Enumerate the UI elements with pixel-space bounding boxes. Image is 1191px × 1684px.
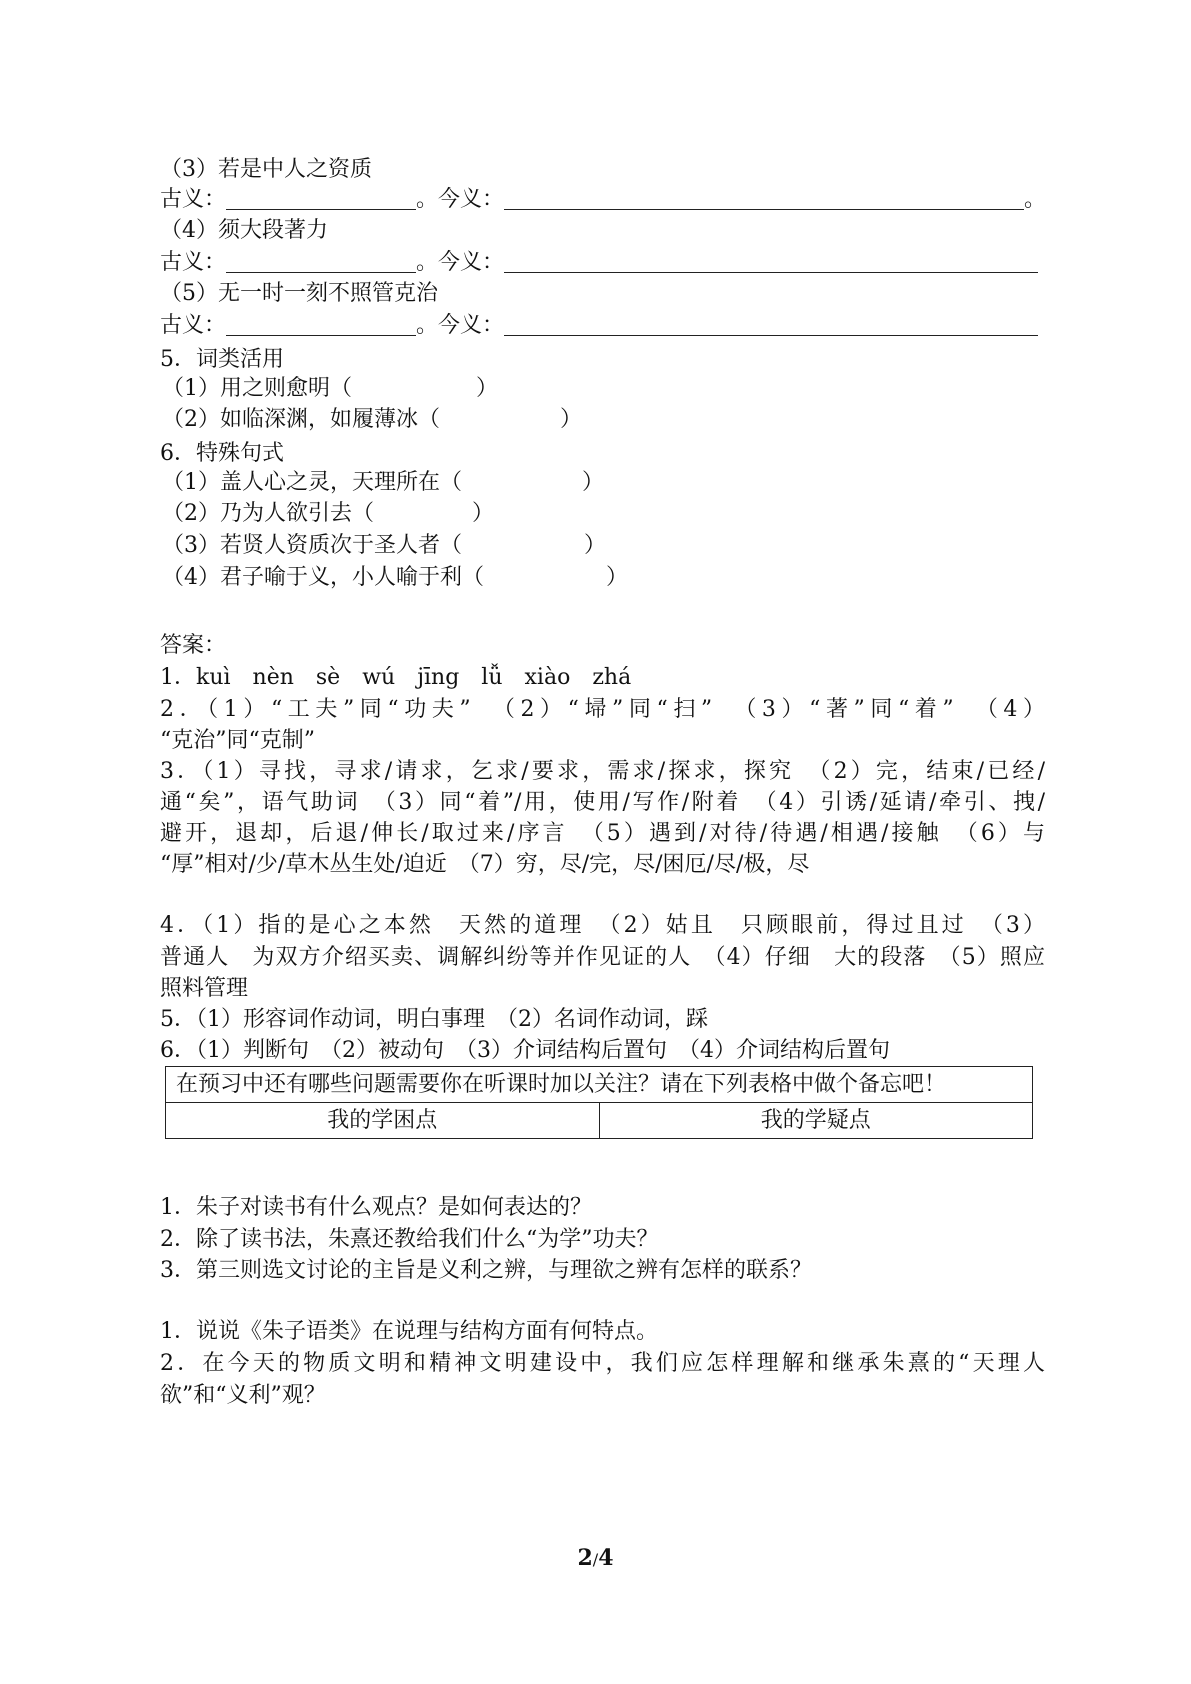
meaning-row-3: [160, 186, 1046, 214]
section-5-title: 5．词类活用: [160, 347, 284, 372]
answer-2-line-1: 2．（1）“工夫”同“功夫” （2）“埽”同“扫” （3）“著”同“着” （4）: [160, 697, 1045, 722]
gu-label: 古义：: [160, 313, 227, 338]
item-5-2: （2）如临深渊，如履薄冰（ ）: [162, 407, 583, 432]
memo-table: [165, 1066, 1033, 1139]
answer-3-line-1: 3．（1）寻找，寻求/请求，乞求/要求，需求/探求，探究 （2）完，结束/已经/: [160, 759, 1045, 784]
gu-label: 古义：: [160, 250, 227, 275]
answer-3-line-2: 通“矣”，语气助词 （3）同“着”/用，使用/写作/附着 （4）引诱/延请/牵引、拽/: [160, 790, 1045, 815]
item-6-1: （1）盖人心之灵，天理所在（ ）: [162, 470, 605, 495]
section-6-title: 6．特殊句式: [160, 441, 284, 466]
item-4-3: （3）若是中人之资质: [160, 157, 372, 182]
answer-4-line-2: 普通人 为双方介绍买卖、调解纠纷等并作见证的人 （4）仔细 大的段落 （5）照应: [160, 945, 1045, 970]
gu-label: 古义：: [160, 187, 227, 212]
answer-4-line-1: 4．（1）指的是心之本然 天然的道理 （2）姑且 只顾眼前，得过且过 （3）: [160, 913, 1045, 938]
reflection-2-line-1: 2．在今天的物质文明和精神文明建设中，我们应怎样理解和继承朱熹的“天理人: [160, 1351, 1045, 1376]
jin-label: 。今义：: [416, 187, 505, 212]
item-5-1: （1）用之则愈明（ ）: [162, 376, 499, 401]
period: 。: [1024, 187, 1047, 212]
memo-col-difficulties: 我的学困点: [166, 1103, 600, 1139]
item-6-2: （2）乃为人欲引去（ ）: [162, 501, 495, 526]
reflection-1: 1．说说《朱子语类》在说理与结构方面有何特点。: [160, 1319, 658, 1344]
answer-5: 5．（1）形容词作动词，明白事理 （2）名词作动词，踩: [160, 1007, 708, 1032]
ancient-meaning-blank[interactable]: [226, 313, 416, 336]
question-2: 2．除了读书法，朱熹还教给我们什么“为学”功夫？: [160, 1227, 659, 1252]
modern-meaning-blank[interactable]: [504, 187, 1024, 210]
item-6-3: （3）若贤人资质次于圣人者（ ）: [162, 533, 607, 558]
jin-label: 。今义：: [416, 250, 505, 275]
answer-2-line-2: “克治”同“克制”: [160, 728, 315, 753]
page-current: 2: [577, 1545, 593, 1571]
page-total: 4: [598, 1545, 614, 1571]
modern-meaning-blank[interactable]: [504, 313, 1038, 336]
meaning-row-5: [160, 312, 1038, 340]
item-4-5: （5）无一时一刻不照管克治: [160, 281, 438, 306]
ancient-meaning-blank[interactable]: [226, 250, 416, 273]
ancient-meaning-blank[interactable]: [226, 187, 416, 210]
memo-prompt: 在预习中还有哪些问题需要你在听课时加以关注？请在下列表格中做个备忘吧！: [166, 1067, 1033, 1103]
answer-1: 1．kuì nèn sè wú jīng lǚ xiào zhá: [160, 665, 632, 690]
memo-col-doubts: 我的学疑点: [599, 1103, 1033, 1139]
modern-meaning-blank[interactable]: [504, 250, 1038, 273]
item-4-4: （4）须大段著力: [160, 218, 328, 243]
answer-4-line-3: 照料管理: [160, 976, 249, 1001]
answer-3-line-4: “厚”相对/少/草木丛生处/迫近 （7）穷，尽/完，尽/困厄/尽/极，尽: [160, 852, 810, 877]
answer-3-line-3: 避开，退却，后退/伸长/取过来/序言 （5）遇到/对待/待遇/相遇/接触 （6）与: [160, 821, 1045, 846]
meaning-row-4: [160, 249, 1038, 277]
page-separator: /: [592, 1550, 599, 1569]
jin-label: 。今义：: [416, 313, 505, 338]
page-number: [0, 1545, 1191, 1571]
answer-6: 6．（1）判断句 （2）被动句 （3）介词结构后置句 （4）介词结构后置句: [160, 1038, 890, 1063]
reflection-2-line-2: 欲”和“义利”观？: [160, 1383, 326, 1408]
item-6-4: （4）君子喻于义，小人喻于利（ ）: [162, 565, 629, 590]
question-3: 3．第三则选文讨论的主旨是义利之辨，与理欲之辨有怎样的联系？: [160, 1258, 812, 1283]
answers-title: 答案：: [160, 633, 227, 658]
question-1: 1．朱子对读书有什么观点？是如何表达的？: [160, 1195, 592, 1220]
